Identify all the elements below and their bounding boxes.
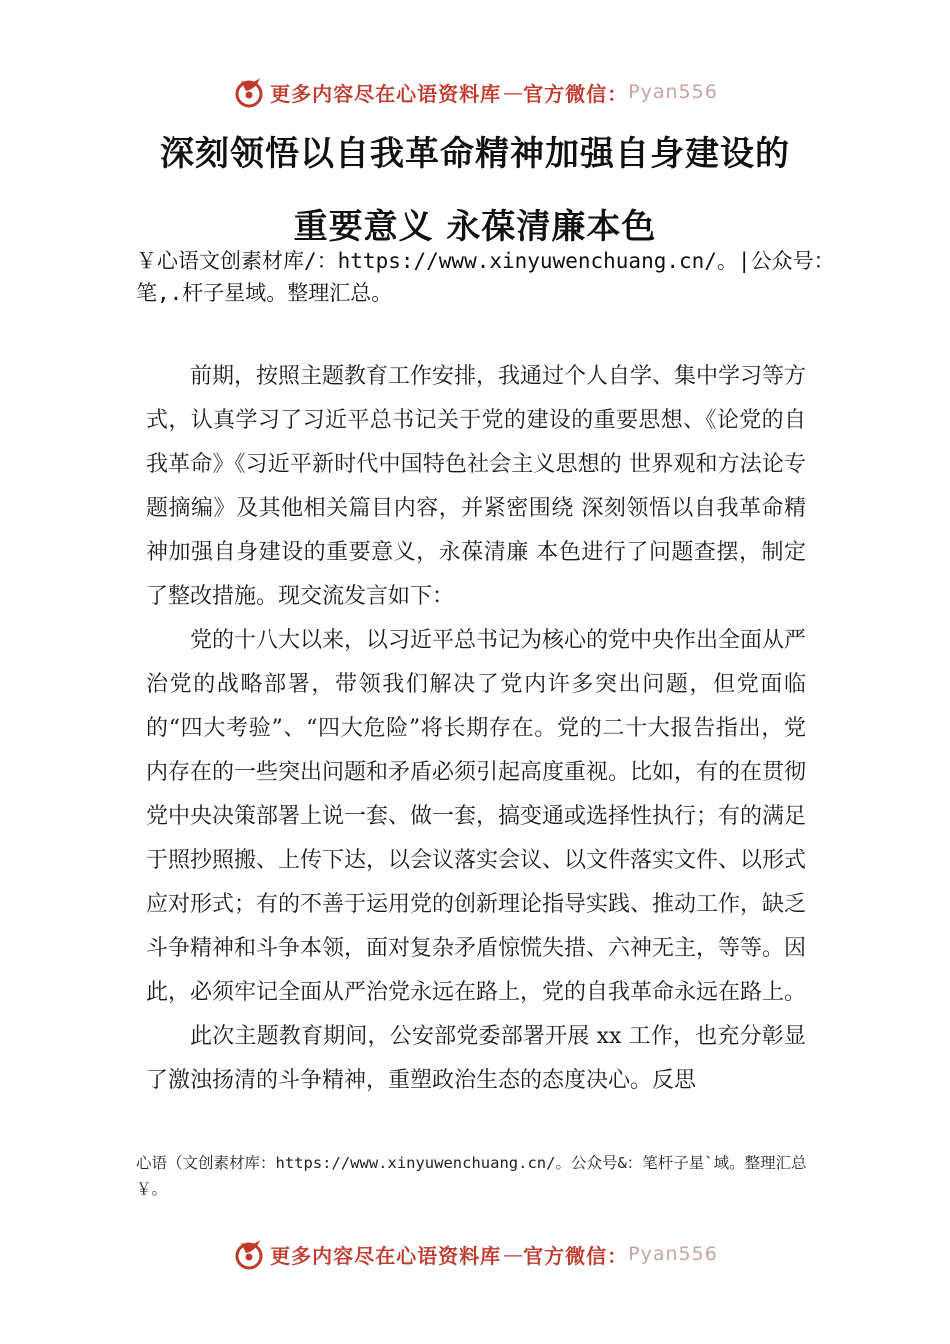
watermark-main-text: 更多内容尽在心语资料库: [270, 1243, 502, 1268]
footer-watermark: [0, 1234, 950, 1274]
page-footnote: 心语（文创素材库：https://www.xinyuwenchuang.cn/。公众号&：笔杆子星`域。整理汇总￥。: [136, 1154, 807, 1198]
watermark-account: Pyan556: [628, 1243, 718, 1265]
document-title-line-2: 重要意义 永葆清廉本色: [293, 207, 657, 247]
brush-logo-icon: [232, 75, 266, 109]
header-watermark: [0, 72, 950, 112]
paragraph-2: 党的十八大以来，以习近平总书记为核心的党中央作出全面从严治党的战略部署，带领我们解决了党内许多突出问题，但党面临的“四大考验”、“四大危险”将长期存在。党的二十大报告指出，党内存在的一些突出问题和矛盾必须引起高度重视。比如，有的在贯彻党中央决策部署上说一套、做一套，搞变通或选择性执行；有的满足于照抄照搬、上传下达，以会议落实会议、以文件落实文件、以形式应对形式；有的不善于运用党的创新理论指导实践、推动工作，缺乏斗争精神和斗争本领，面对复杂矛盾惊慌失措、六神无主，等等。因此，必须牢记全面从严治党永远在路上，党的自我革命永远在路上。: [146, 628, 807, 1005]
document-body: [146, 355, 806, 1103]
watermark-dash: —: [503, 1242, 522, 1266]
watermark-account: Pyan556: [628, 81, 718, 103]
watermark-label: 官方微信：: [523, 1243, 629, 1268]
document-title-line-1: 深刻领悟以自我革命精神加强自身建设的: [160, 134, 790, 174]
watermark-label: 官方微信：: [523, 81, 629, 106]
paragraph-1: 前期，按照主题教育工作安排，我通过个人自学、集中学习等方式，认真学习了习近平总书记关于党的建设的重要思想、《论党的自我革命》《习近平新时代中国特色社会主义思想的 世界观和方法论专题摘编》及其他相关篇目内容，并紧密围绕 深刻领悟以自我革命精神加强自身建设的重要意义，永葆清廉 本色进行了问题查摆，制定了整改措施。现交流发言如下：: [146, 364, 807, 609]
watermark-dash: —: [503, 80, 522, 104]
watermark-main-text: 更多内容尽在心语资料库: [270, 81, 502, 106]
paragraph-3: 此次主题教育期间，公安部党委部署开展 xx 工作，也充分彰显了激浊扬清的斗争精神，重塑政治生态的态度决心。反思: [146, 1024, 806, 1093]
brush-logo-icon: [232, 1237, 266, 1271]
source-note: ￥心语文创素材库/：https://www.xinyuwenchuang.cn/。|公众号：笔,.杆子星域。整理汇总。: [136, 249, 835, 305]
